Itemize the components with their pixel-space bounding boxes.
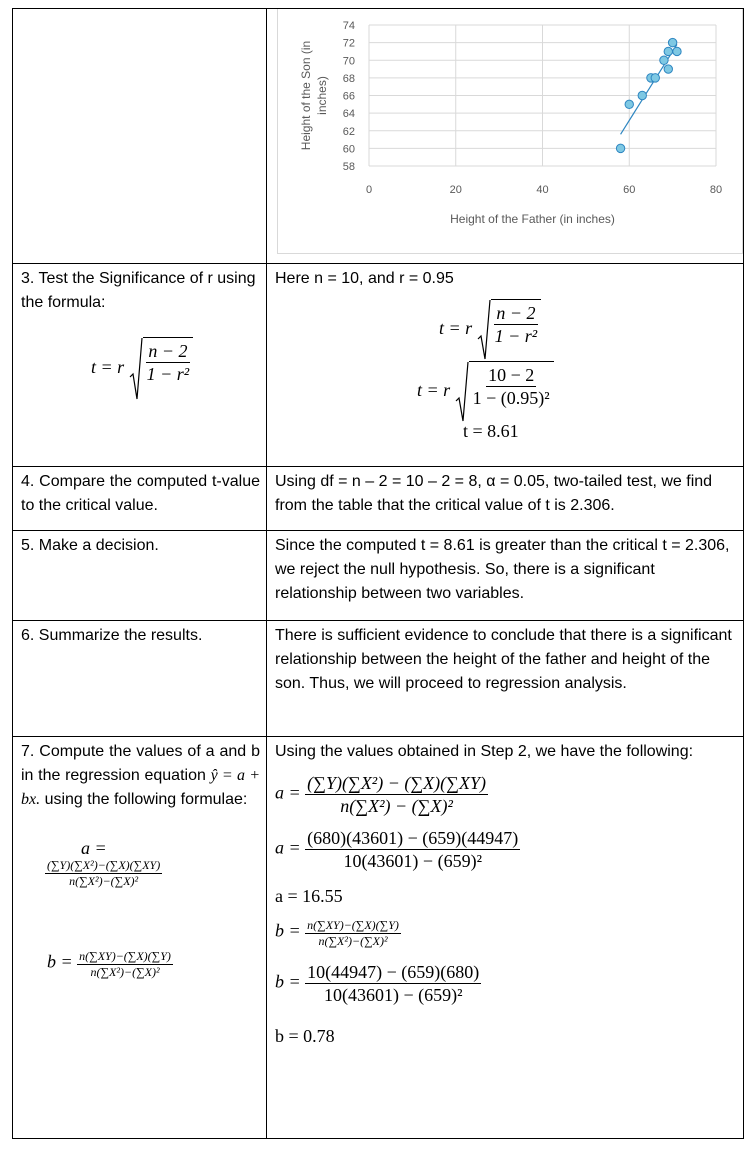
data-point: [651, 74, 659, 82]
b-right-num: n(∑XY)−(∑X)(∑Y): [307, 918, 399, 932]
step-3-intro: Here n = 10, and r = 0.95: [275, 270, 454, 287]
t-sub-den: 1 − (0.95)²: [472, 388, 550, 408]
y-tick-label: 74: [342, 20, 355, 32]
step-7-intro: Using the values obtained in Step 2, we have the following:: [275, 743, 694, 760]
row-step-3: [13, 264, 744, 467]
scatter-chart-frame: [277, 9, 743, 254]
step-7-label-a: 7. Compute the values of a and b in the regression equation: [21, 743, 260, 784]
t-formula-num: n − 2: [148, 341, 188, 361]
a-right-den: n(∑X²) − (∑X)²: [340, 796, 453, 816]
a-left-den: n(∑X²)−(∑X)²: [69, 874, 139, 888]
t-formula-lhs: t = r: [91, 357, 125, 378]
step-4-right: [267, 467, 744, 531]
a-result: a = 16.55: [275, 886, 343, 906]
a-substituted: [275, 827, 743, 872]
a-left-num: (∑Y)(∑X²)−(∑X)(∑XY): [47, 858, 161, 872]
data-point: [660, 56, 668, 64]
b-formula-right: [275, 918, 743, 949]
row-step-4: [13, 467, 744, 531]
step-3-right: [267, 264, 744, 467]
t-right-den: 1 − r²: [494, 326, 538, 346]
b-sub-den: 10(43601) − (659)²: [323, 985, 463, 1005]
y-tick-label: 58: [342, 161, 355, 173]
step-7-label-b: using the following formulae:: [44, 791, 248, 808]
data-point: [673, 47, 681, 55]
step-6-right: [267, 621, 744, 737]
data-point: [664, 65, 672, 73]
step-3-left: [13, 264, 267, 467]
x-tick-label: 0: [365, 184, 373, 196]
y-tick-label: 68: [342, 72, 355, 85]
a-right-lhs: a =: [275, 782, 301, 803]
y-axis-label-line-1: Height of the Son (in: [299, 40, 313, 151]
b-left-den: n(∑X²)−(∑X)²: [90, 965, 160, 979]
t-result: t = 8.61: [463, 421, 519, 441]
b-result: b = 0.78: [275, 1026, 335, 1046]
regression-equation: ŷ = a + bx.: [21, 767, 261, 808]
row-chart: [13, 9, 744, 264]
step-7-left: [13, 737, 267, 1139]
step-5-label: 5. Make a decision.: [21, 537, 159, 554]
step-6-label: 6. Summarize the results.: [21, 627, 203, 644]
t-sub-num: 10 − 2: [488, 365, 535, 385]
data-point: [668, 38, 676, 46]
y-tick-label: 72: [342, 37, 355, 50]
row-step-5: [13, 531, 744, 621]
empty-cell: [13, 9, 267, 264]
t-right-num: n − 2: [496, 303, 536, 323]
step-6-left: [13, 621, 267, 737]
y-tick-label: 64: [342, 108, 355, 121]
t-formula-right-lhs: t = r: [439, 318, 473, 339]
sqrt-sign: [455, 361, 554, 423]
worksheet-table: [12, 8, 743, 1141]
step-6-text: There is sufficient evidence to conclude that there is a significant relationship between the height of the father and height of the son. Thus, we will proceed to regression analysis.: [275, 627, 732, 692]
b-formula-left: [47, 949, 266, 980]
step-5-left: [13, 531, 267, 621]
row-step-7: [13, 737, 744, 1139]
step-7-right: [267, 737, 744, 1139]
step-4-label: 4. Compare the computed t-value to the critical value.: [21, 473, 260, 514]
y-axis-label: [299, 41, 329, 150]
sqrt-sign: [477, 299, 542, 361]
t-formula-den: 1 − r²: [146, 364, 190, 384]
y-tick-label: 70: [342, 55, 355, 68]
y-tick-label: 62: [342, 125, 355, 138]
a-sub-den: 10(43601) − (659)²: [343, 851, 482, 871]
x-tick-label: 80: [709, 184, 723, 196]
sqrt-sign: [129, 337, 194, 401]
b-lhs-left: b =: [47, 951, 73, 972]
b-sub-num: 10(44947) − (659)(680): [307, 962, 480, 982]
b-sub-lhs: b =: [275, 971, 301, 992]
step-4-left: [13, 467, 267, 531]
data-point: [664, 47, 672, 55]
data-point: [638, 91, 646, 99]
x-tick-label: 20: [449, 184, 462, 196]
a-formula-left: [45, 858, 266, 889]
t-formula-right: [439, 299, 743, 361]
t-formula-left: [91, 337, 266, 401]
b-left-num: n(∑XY)−(∑X)(∑Y): [79, 949, 171, 963]
t-substituted: [417, 361, 743, 423]
b-right-den: n(∑X²)−(∑X)²: [318, 934, 388, 948]
y-tick-label: 60: [342, 143, 355, 156]
b-right-lhs: b =: [275, 920, 301, 941]
x-axis-label: Height of the Father (in inches): [450, 212, 615, 226]
step-4-text: Using df = n – 2 = 10 – 2 = 8, α = 0.05, two-tailed test, we find from the table that the critical value of t is 2.306.: [275, 473, 713, 514]
y-tick-label: 66: [342, 90, 355, 103]
data-point: [625, 100, 633, 108]
step-7-label: [13, 737, 266, 812]
step-5-right: [267, 531, 744, 621]
chart-cell: [267, 9, 744, 264]
a-sub-lhs: a =: [275, 837, 301, 858]
row-step-6: [13, 621, 744, 737]
step-5-text: Since the computed t = 8.61 is greater than the critical t = 2.306, we reject the null hypothesis. So, there is a significant relationship between two variables.: [275, 537, 730, 602]
a-sub-num: (680)(43601) − (659)(44947): [307, 828, 519, 848]
a-right-num: (∑Y)(∑X²) − (∑X)(∑XY): [307, 773, 486, 793]
b-substituted: [275, 961, 743, 1006]
scatter-chart: [278, 9, 742, 253]
data-point: [616, 144, 624, 152]
a-formula-right: [275, 772, 743, 817]
y-axis-label-line-2: inches): [315, 76, 329, 115]
a-lhs-left: a =: [81, 838, 107, 858]
x-tick-label: 60: [623, 184, 636, 196]
step-3-label: 3. Test the Significance of r using the formula:: [21, 270, 256, 311]
x-tick-label: 40: [536, 184, 549, 196]
t-sub-lhs: t = r: [417, 380, 451, 401]
